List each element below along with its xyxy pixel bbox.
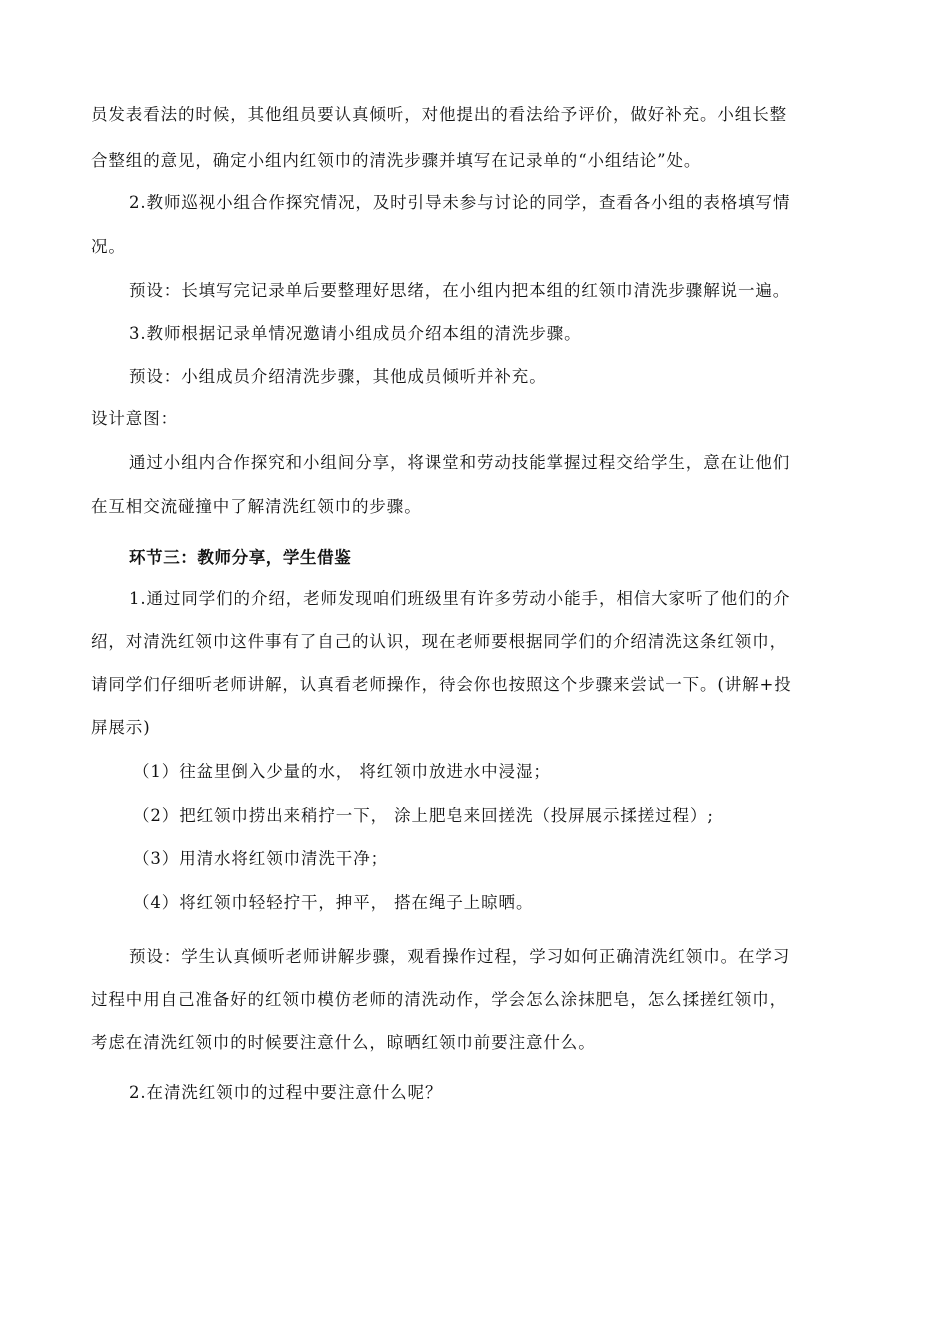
paragraph-line: 屏展示) — [91, 718, 151, 737]
list-item: （1）往盆里倒入少量的水， 将红领巾放进水中浸湿； — [133, 762, 551, 781]
paragraph-line: 况。 — [91, 237, 126, 256]
paragraph-line: 在互相交流碰撞中了解清洗红领巾的步骤。 — [91, 497, 422, 516]
paragraph-line: 2.教师巡视小组合作探究情况，及时引导未参与讨论的同学，查看各小组的表格填写情 — [129, 193, 791, 212]
paragraph-line: 2.在清洗红领巾的过程中要注意什么呢？ — [129, 1083, 443, 1102]
paragraph-line: 预设：长填写完记录单后要整理好思绪，在小组内把本组的红领巾清洗步骤解说一遍。 — [129, 281, 791, 300]
paragraph-line: 3.教师根据记录单情况邀请小组成员介绍本组的清洗步骤。 — [129, 324, 582, 343]
paragraph-line: 预设：学生认真倾听老师讲解步骤，观看操作过程，学习如何正确清洗红领巾。在学习 — [129, 947, 791, 966]
paragraph-line: 请同学们仔细听老师讲解，认真看老师操作，待会你也按照这个步骤来尝试一下。(讲解+投 — [91, 675, 792, 694]
section-heading: 环节三：教师分享，学生借鉴 — [129, 548, 352, 567]
paragraph-line: 合整组的意见，确定小组内红领巾的清洗步骤并填写在记录单的“小组结论”处。 — [91, 151, 702, 170]
section-label: 设计意图： — [91, 409, 178, 428]
paragraph-line: 通过小组内合作探究和小组间分享，将课堂和劳动技能掌握过程交给学生，意在让他们 — [129, 453, 791, 472]
paragraph-line: 员发表看法的时候，其他组员要认真倾听，对他提出的看法给予评价，做好补充。小组长整 — [91, 105, 787, 124]
list-item: （3）用清水将红领巾清洗干净； — [133, 849, 388, 868]
paragraph-line: 考虑在清洗红领巾的时候要注意什么，晾晒红领巾前要注意什么。 — [91, 1033, 596, 1052]
list-item: （2）把红领巾捞出来稍拧一下， 涂上肥皂来回搓洗（投屏展示揉搓过程）; — [133, 806, 714, 825]
paragraph-line: 绍，对清洗红领巾这件事有了自己的认识，现在老师要根据同学们的介绍清洗这条红领巾， — [91, 632, 787, 651]
paragraph-line: 过程中用自己准备好的红领巾模仿老师的清洗动作，学会怎么涂抹肥皂，怎么揉搓红领巾， — [91, 990, 787, 1009]
paragraph-line: 预设：小组成员介绍清洗步骤，其他成员倾听并补充。 — [129, 367, 547, 386]
paragraph-line: 1.通过同学们的介绍，老师发现咱们班级里有许多劳动小能手，相信大家听了他们的介 — [129, 589, 791, 608]
list-item: （4）将红领巾轻轻拧干，抻平， 搭在绳子上晾晒。 — [133, 893, 534, 912]
